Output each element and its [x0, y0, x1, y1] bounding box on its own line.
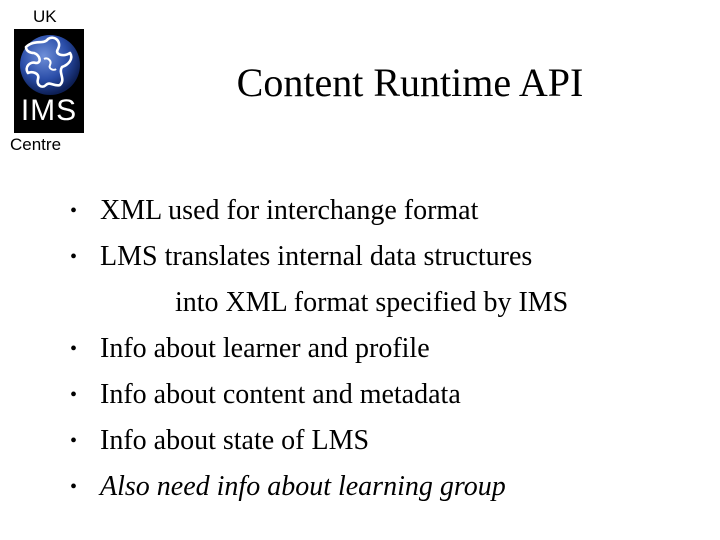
logo-top-text: UK [33, 7, 57, 26]
slide-title: Content Runtime API [236, 60, 584, 105]
bullet-text: LMS translates internal data structures [100, 241, 533, 272]
bullet-text: Info about learner and profile [100, 333, 430, 364]
bullet-text: XML used for interchange format [100, 195, 479, 226]
bullet-marker: • [70, 200, 78, 222]
bullet-text: into XML format specified by IMS [175, 287, 569, 318]
list-item-continuation [70, 280, 690, 326]
list-item [70, 464, 690, 510]
bullet-marker: • [70, 476, 78, 498]
ims-logo [14, 29, 84, 133]
logo-box-text: IMS [20, 94, 78, 127]
bullet-text: Info about state of LMS [100, 425, 370, 456]
bullet-marker: • [70, 384, 78, 406]
bullet-list [70, 188, 690, 510]
bullet-marker [70, 280, 100, 326]
bullet-text: Info about content and metadata [100, 379, 461, 410]
bullet-marker: • [70, 246, 78, 268]
list-item [70, 188, 690, 234]
logo-bottom-text: Centre [10, 135, 62, 154]
list-item [70, 372, 690, 418]
list-item [70, 234, 690, 280]
bullet-marker: • [70, 338, 78, 360]
list-item [70, 418, 690, 464]
list-item [70, 326, 690, 372]
bullet-marker: • [70, 430, 78, 452]
bullet-text: Also need info about learning group [100, 471, 506, 502]
